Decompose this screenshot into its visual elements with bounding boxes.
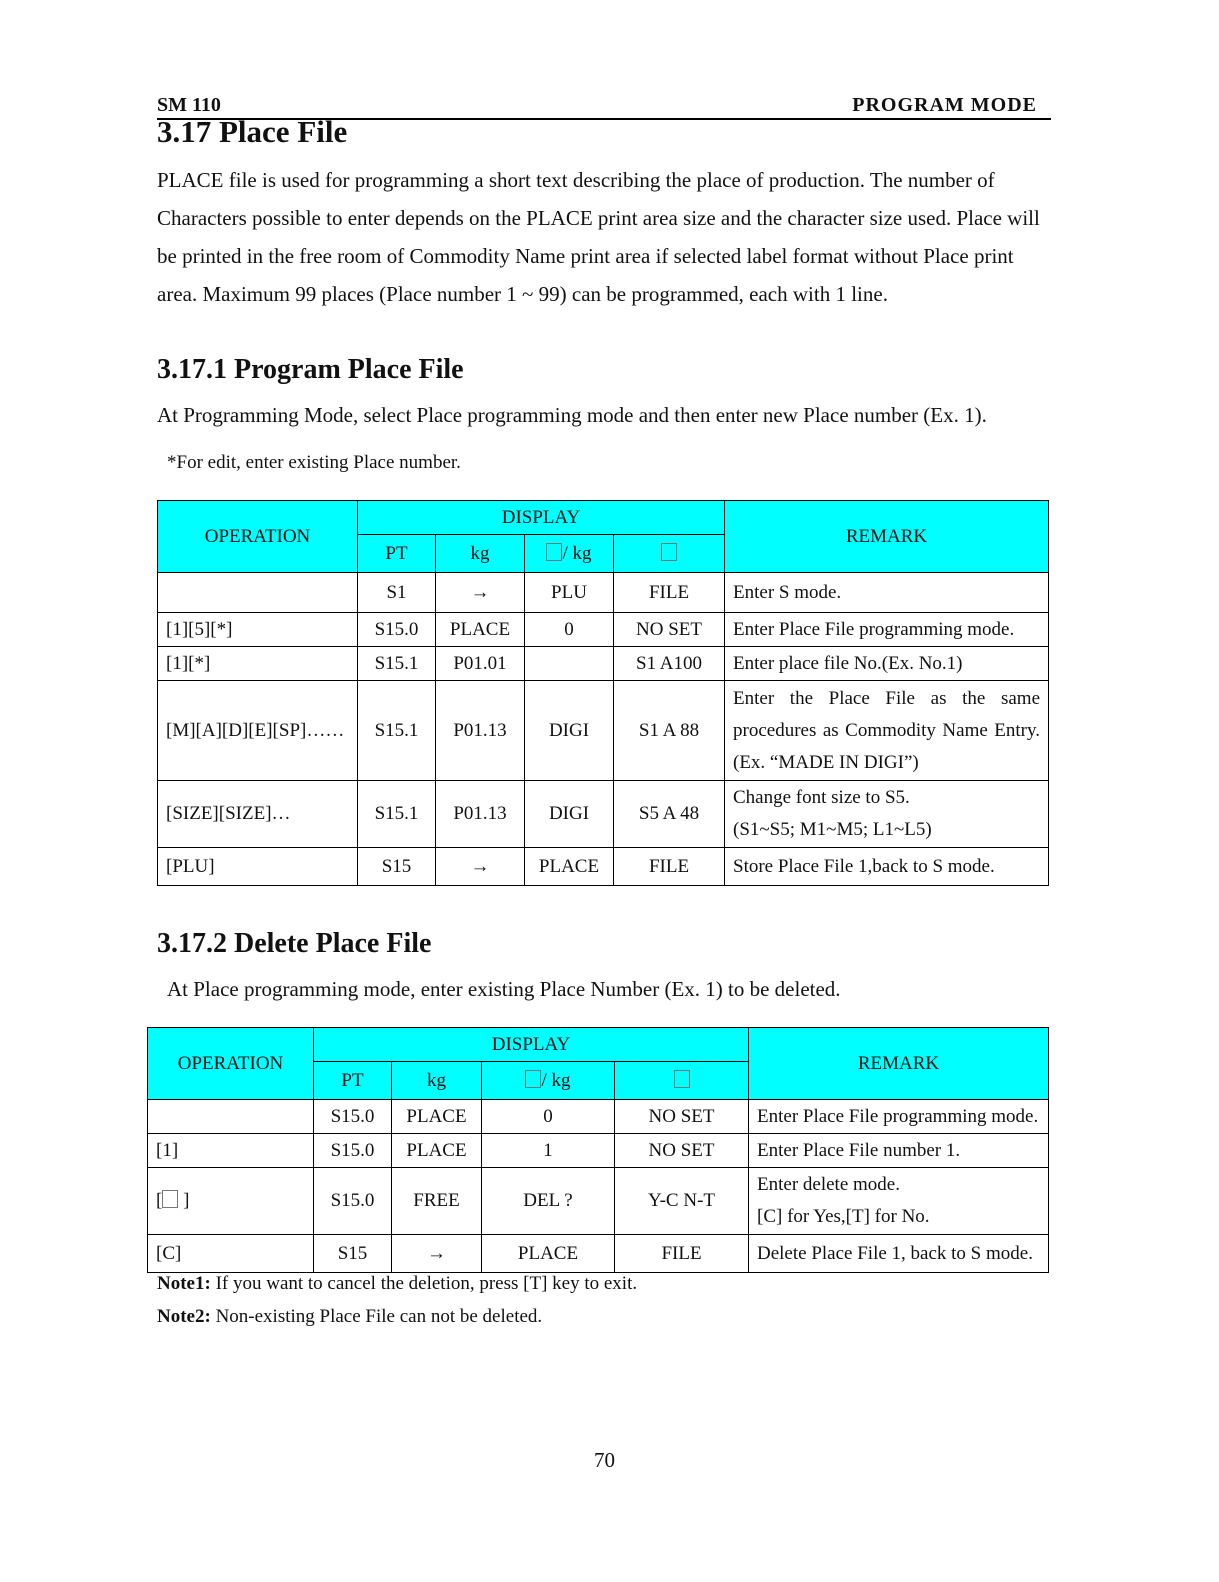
- program-edit-note: *For edit, enter existing Place number.: [167, 452, 461, 473]
- delete-section-title: 3.17.2 Delete Place File: [157, 928, 432, 959]
- program-instruction: At Programming Mode, select Place programming mode and then enter new Place number (Ex. 1).: [157, 403, 987, 427]
- table-row: S1 → PLU FILE Enter S mode.: [158, 573, 1049, 613]
- col-header-kg: kg: [392, 1062, 482, 1100]
- currency-glyph-icon: [525, 1070, 541, 1088]
- table-row: [1][*] S15.1 P01.01 S1 A100 Enter place file No.(Ex. No.1): [158, 647, 1049, 681]
- header-model: SM 110: [157, 94, 221, 116]
- currency-glyph-icon: [661, 543, 677, 561]
- col-header-remark: REMARK: [725, 501, 1049, 573]
- note-2: Note2: Non-existing Place File can not be deleted.: [157, 1306, 543, 1327]
- table-row: [ ] S15.0 FREE DEL ? Y-C N-T Enter delete mode. [C] for Yes,[T] for No.: [148, 1168, 1049, 1235]
- section-title: 3.17 Place File: [157, 114, 348, 149]
- col-header-display: DISPLAY: [358, 501, 725, 535]
- col-header-per-kg: / kg: [525, 535, 614, 573]
- program-place-table: [157, 500, 1049, 886]
- currency-glyph-icon: [674, 1070, 690, 1088]
- page-number: 70: [594, 1448, 615, 1472]
- table-row: [PLU] S15 → PLACE FILE Store Place File 1,back to S mode.: [158, 848, 1049, 886]
- table-row: [1] S15.0 PLACE 1 NO SET Enter Place File number 1.: [148, 1134, 1049, 1168]
- col-header-kg: kg: [436, 535, 525, 573]
- col-header-operation: OPERATION: [158, 501, 358, 573]
- col-header-operation: OPERATION: [148, 1028, 314, 1100]
- table-row: [C] S15 → PLACE FILE Delete Place File 1, back to S mode.: [148, 1235, 1049, 1273]
- col-header-price: [614, 535, 725, 573]
- col-header-remark: REMARK: [749, 1028, 1049, 1100]
- table-row: S15.0 PLACE 0 NO SET Enter Place File programming mode.: [148, 1100, 1049, 1134]
- delete-key-glyph-icon: [162, 1190, 178, 1208]
- col-header-pt: PT: [314, 1062, 392, 1100]
- intro-paragraph: PLACE file is used for programming a short text describing the place of production. The number of Characters possible to enter depends on the PLACE print area size and the character size used. Place will be printed in the free room of Commodity Name print area if selected label format without Place print area. Maximum 99 places (Place number 1 ~ 99) can be programmed, each with 1 line.: [157, 168, 1040, 306]
- currency-glyph-icon: [546, 543, 562, 561]
- col-header-price: [615, 1062, 749, 1100]
- table-row: [M][A][D][E][SP]…… S15.1 P01.13 DIGI S1 A 88 Enter the Place File as the same procedures as Commodity Name Entry. (Ex. “MADE IN DIGI”): [158, 681, 1049, 781]
- col-header-display: DISPLAY: [314, 1028, 749, 1062]
- program-section-title: 3.17.1 Program Place File: [157, 354, 464, 385]
- header-mode: PROGRAM MODE: [852, 94, 1037, 116]
- col-header-per-kg: / kg: [482, 1062, 615, 1100]
- note-1: Note1: If you want to cancel the deletion, press [T] key to exit.: [157, 1273, 638, 1294]
- delete-place-table: [147, 1027, 1049, 1273]
- delete-instruction: At Place programming mode, enter existing Place Number (Ex. 1) to be deleted.: [167, 977, 841, 1001]
- col-header-pt: PT: [358, 535, 436, 573]
- table-row: [SIZE][SIZE]… S15.1 P01.13 DIGI S5 A 48 Change font size to S5. (S1~S5; M1~M5; L1~L5): [158, 781, 1049, 848]
- table-row: [1][5][*] S15.0 PLACE 0 NO SET Enter Place File programming mode.: [158, 613, 1049, 647]
